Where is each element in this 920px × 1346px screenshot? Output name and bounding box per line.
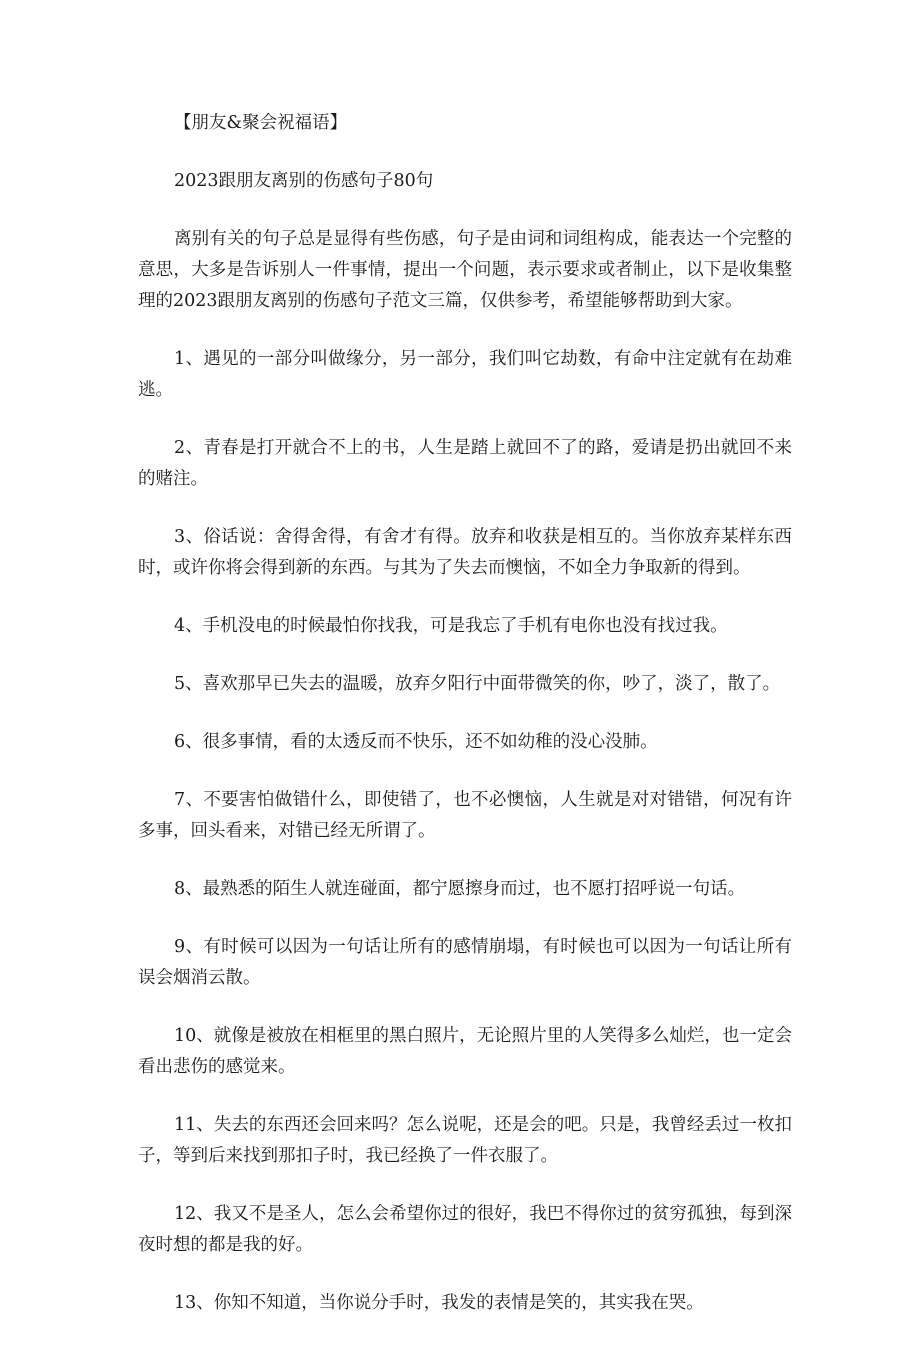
- quote-item-10: 10、就像是被放在相框里的黑白照片，无论照片里的人笑得多么灿烂，也一定会看出悲伤的感觉来。: [138, 1026, 792, 1077]
- quote-item-7: 7、不要害怕做错什么，即使错了，也不必懊恼，人生就是对对错错，何况有许多事，回头看来，对错已经无所谓了。: [138, 790, 792, 841]
- quote-item-9: 9、有时候可以因为一句话让所有的感情崩塌，有时候也可以因为一句话让所有误会烟消云散。: [138, 937, 792, 988]
- quote-item-12: 12、我又不是圣人，怎么会希望你过的很好，我巴不得你过的贫穷孤独，每到深夜时想的都是我的好。: [138, 1204, 792, 1255]
- quote-item-11: 11、失去的东西还会回来吗？怎么说呢，还是会的吧。只是，我曾经丢过一枚扣子，等到后来找到那扣子时，我已经换了一件衣服了。: [138, 1115, 792, 1166]
- quote-item-8: 8、最熟悉的陌生人就连碰面，都宁愿擦身而过，也不愿打招呼说一句话。: [174, 879, 746, 899]
- quote-item-1: 1、遇见的一部分叫做缘分，另一部分，我们叫它劫数，有命中注定就有在劫难逃。: [138, 349, 792, 400]
- quote-item-5: 5、喜欢那早已失去的温暖，放弃夕阳行中面带微笑的你，吵了，淡了，散了。: [174, 674, 781, 694]
- document-body: [138, 108, 792, 1346]
- quote-item-4: 4、手机没电的时候最怕你找我，可是我忘了手机有电你也没有找过我。: [174, 616, 728, 636]
- quote-item-6: 6、很多事情，看的太透反而不快乐，还不如幼稚的没心没肺。: [174, 732, 658, 752]
- quote-item-3: 3、俗话说：舍得舍得，有舍才有得。放弃和收获是相互的。当你放弃某样东西时，或许你将会得到新的东西。与其为了失去而懊恼，不如全力争取新的得到。: [138, 527, 792, 578]
- quote-item-2: 2、青春是打开就合不上的书，人生是踏上就回不了的路，爱请是扔出就回不来的赌注。: [138, 438, 792, 489]
- document-title: 2023跟朋友离别的伤感句子80句: [174, 171, 434, 191]
- quote-item-13: 13、你知不知道，当你说分手时，我发的表情是笑的，其实我在哭。: [174, 1293, 704, 1313]
- category-tag: 【朋友&聚会祝福语】: [174, 113, 348, 133]
- intro-paragraph: 离别有关的句子总是显得有些伤感，句子是由词和词组构成，能表达一个完整的意思，大多是告诉别人一件事情，提出一个问题，表示要求或者制止，以下是收集整理的2023跟朋友离别的伤感句子范文三篇，仅供参考，希望能够帮助到大家。: [138, 229, 792, 311]
